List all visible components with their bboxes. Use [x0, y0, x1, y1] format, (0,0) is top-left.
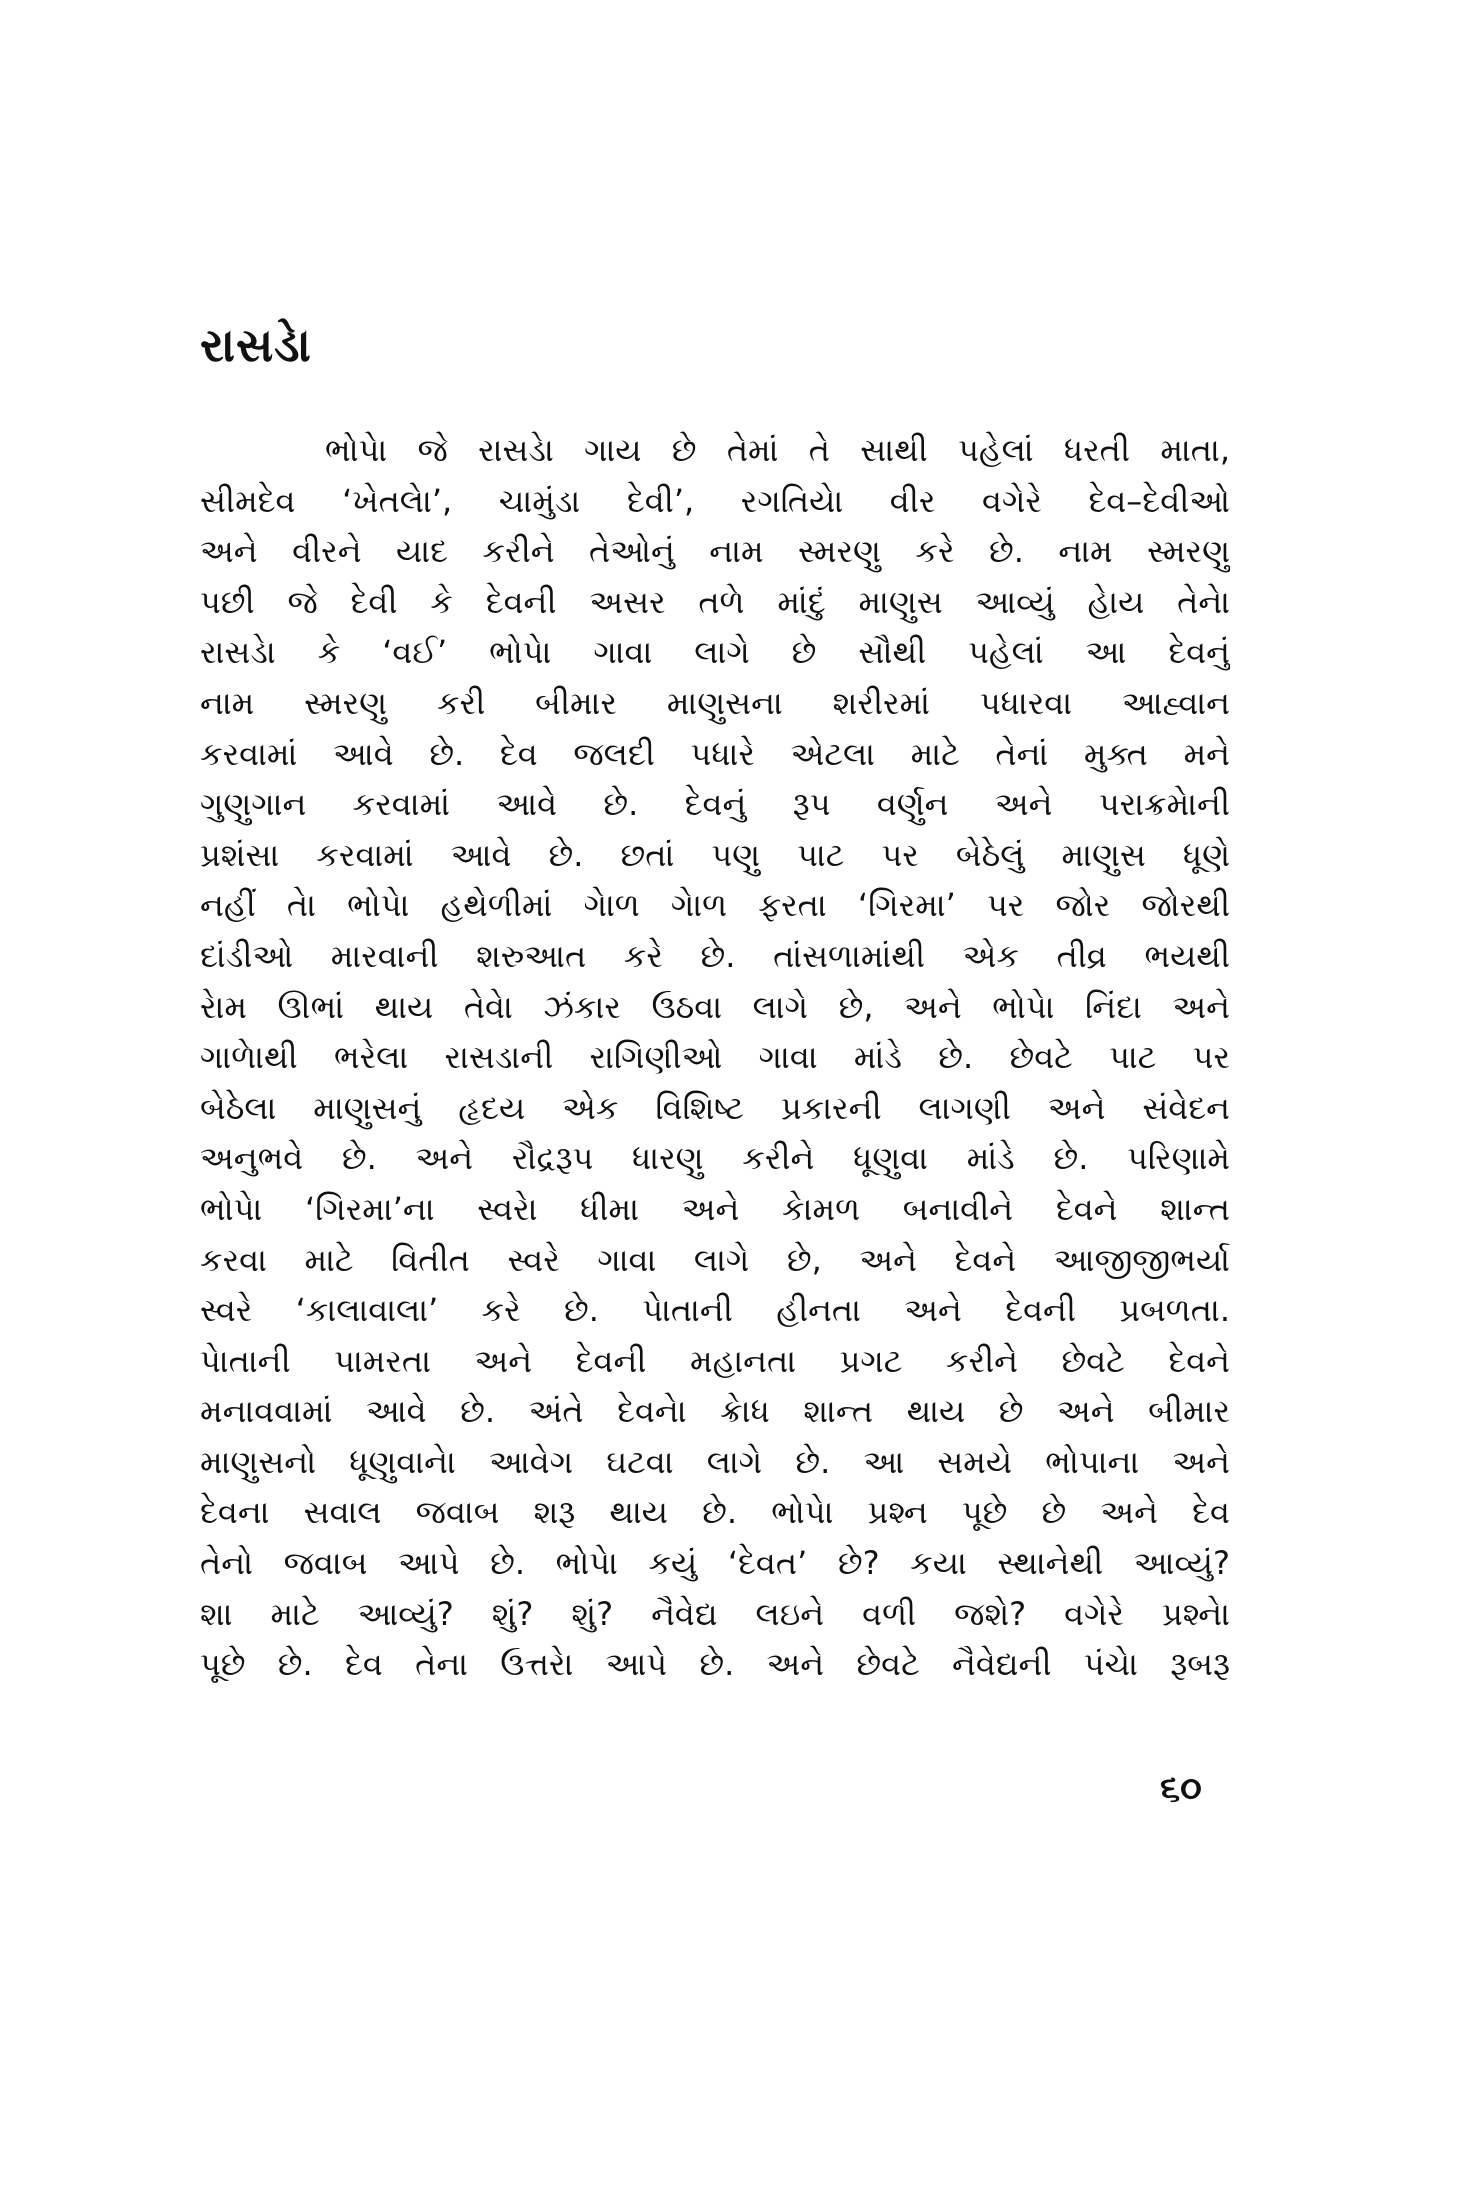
paragraph-line: દાંડીઓ મારવાની શરુઆત કરે છે. તાંસળામાંથી એક તીવ્ર ભયથી — [200, 936, 1230, 975]
paragraph-line: ગુણુગાન કરવામાં આવે છે. દેવનું રૂપ વર્ણુન અને પરાક્રમેાની — [200, 785, 1230, 824]
paragraph-line: પ્રશંસા કરવામાં આવે છે. છતાં પણુ પાટ પર બેઠેલું માણુસ ધૂણે — [200, 835, 1230, 874]
paragraph-line: તેનો જવાબ આપે છે. ભોપેા કયું ‘દેવત’ છે? કયા સ્થાનેથી આવ્યું? — [200, 1544, 1230, 1583]
paragraph-line: સ્વરે ‘કાલાવાલા’ કરે છે. પેાતાની હીનતા અને દેવની પ્રબળતા. — [200, 1291, 1230, 1330]
paragraph-line: કરવામાં આવે છે. દેવ જલદી પધારે એટલા માટે તેનાં મુક્ત મને — [200, 734, 1230, 773]
paragraph-line: અને વીરને યાદ કરીને તેઓનું નામ સ્મરણુ કરે છે. નામ સ્મરણુ — [200, 532, 1230, 571]
paragraph-line: નહીં તેા ભોપેા હથેળીમાં ગેાળ ગેાળ ફરતા ‘ગિરમા’ પર જોર જોરથી — [200, 886, 1230, 925]
paragraph-line: શા માટે આવ્યું? શું? શું? નૈવેદ્ય લઇને વળી જશે? વગેરે પ્રશ્નેા — [200, 1594, 1230, 1633]
paragraph-line: પછી જે દેવી કે દેવની અસર તળે માંદું માણુસ આવ્યું હેાય તેનેા — [200, 582, 1230, 621]
paragraph-line: ગાળેાથી ભરેલા રાસડાની રાગિણીઓ ગાવા માંડે છે. છેવટે પાટ પર — [200, 1038, 1230, 1077]
paragraph-line: ભોપેા જે રાસડેા ગાય છે તેમાં તે સાથી પહેલાં ધરતી માતા, — [325, 431, 1230, 469]
paragraph-line: રાસડેા કે ‘વઈ’ ભોપેા ગાવા લાગે છે સૌથી પહેલાં આ દેવનું — [200, 633, 1230, 672]
paragraph-line: રેામ ઊભાં થાય તેવેા ઝંકાર ઉઠવા લાગે છે, અને ભોપેા નિંદા અને — [200, 987, 1230, 1026]
page-number: ૬૦ — [1160, 1768, 1202, 1809]
paragraph-line: માણુસનો ધૂણુવાનેા આવેગ ઘટવા લાગે છે. આ સમયે ભોપાના અને — [200, 1442, 1230, 1481]
paragraph-line: બેઠેલા માણુસનું હૃદય એક વિશિષ્ટ પ્રકારની લાગણી અને સંવેદન — [200, 1088, 1230, 1127]
paragraph-line: કરવા માટે વિતીત સ્વરે ગાવા લાગે છે, અને દેવને આજીજીભર્યા — [200, 1240, 1230, 1279]
paragraph-line: ભોપેા ‘ગિરમા’ના સ્વરેા ધીમા અને કેામળ બનાવીને દેવને શાન્ત — [200, 1189, 1230, 1228]
paragraph-line: પેાતાની પામરતા અને દેવની મહાનતા પ્રગટ કરીને છેવટે દેવને — [200, 1341, 1230, 1380]
paragraph-line: અનુભવે છે. અને રૌદ્રરૂપ ધારણુ કરીને ધૂણુવા માંડે છે. પરિણામે — [200, 1139, 1230, 1178]
paragraph-line: નામ સ્મરણુ કરી બીમાર માણુસના શરીરમાં પધારવા આહ્વાન — [200, 683, 1230, 722]
paragraph-line: પૂછે છે. દેવ તેના ઉત્તરેા આપે છે. અને છેવટે નૈવેદ્યની પંચેા રૂબરૂ — [200, 1645, 1230, 1684]
paragraph-line: દેવના સવાલ જવાબ શરૂ થાય છે. ભોપેા પ્રશ્ન પૂછે છે અને દેવ — [200, 1493, 1230, 1532]
paragraph-line: મનાવવામાં આવે છે. અંતે દેવનેા ક્રેાધ શાન્ત થાય છે અને બીમાર — [200, 1392, 1230, 1431]
paragraph-line: સીમદેવ ‘ખેતલેા’, ચામુંડા દેવી’, રગતિયેા વીર વગેરે દેવ–દેવીઓ — [200, 481, 1230, 520]
section-heading: રાસડેા — [200, 318, 312, 372]
paragraph — [200, 425, 1230, 1690]
